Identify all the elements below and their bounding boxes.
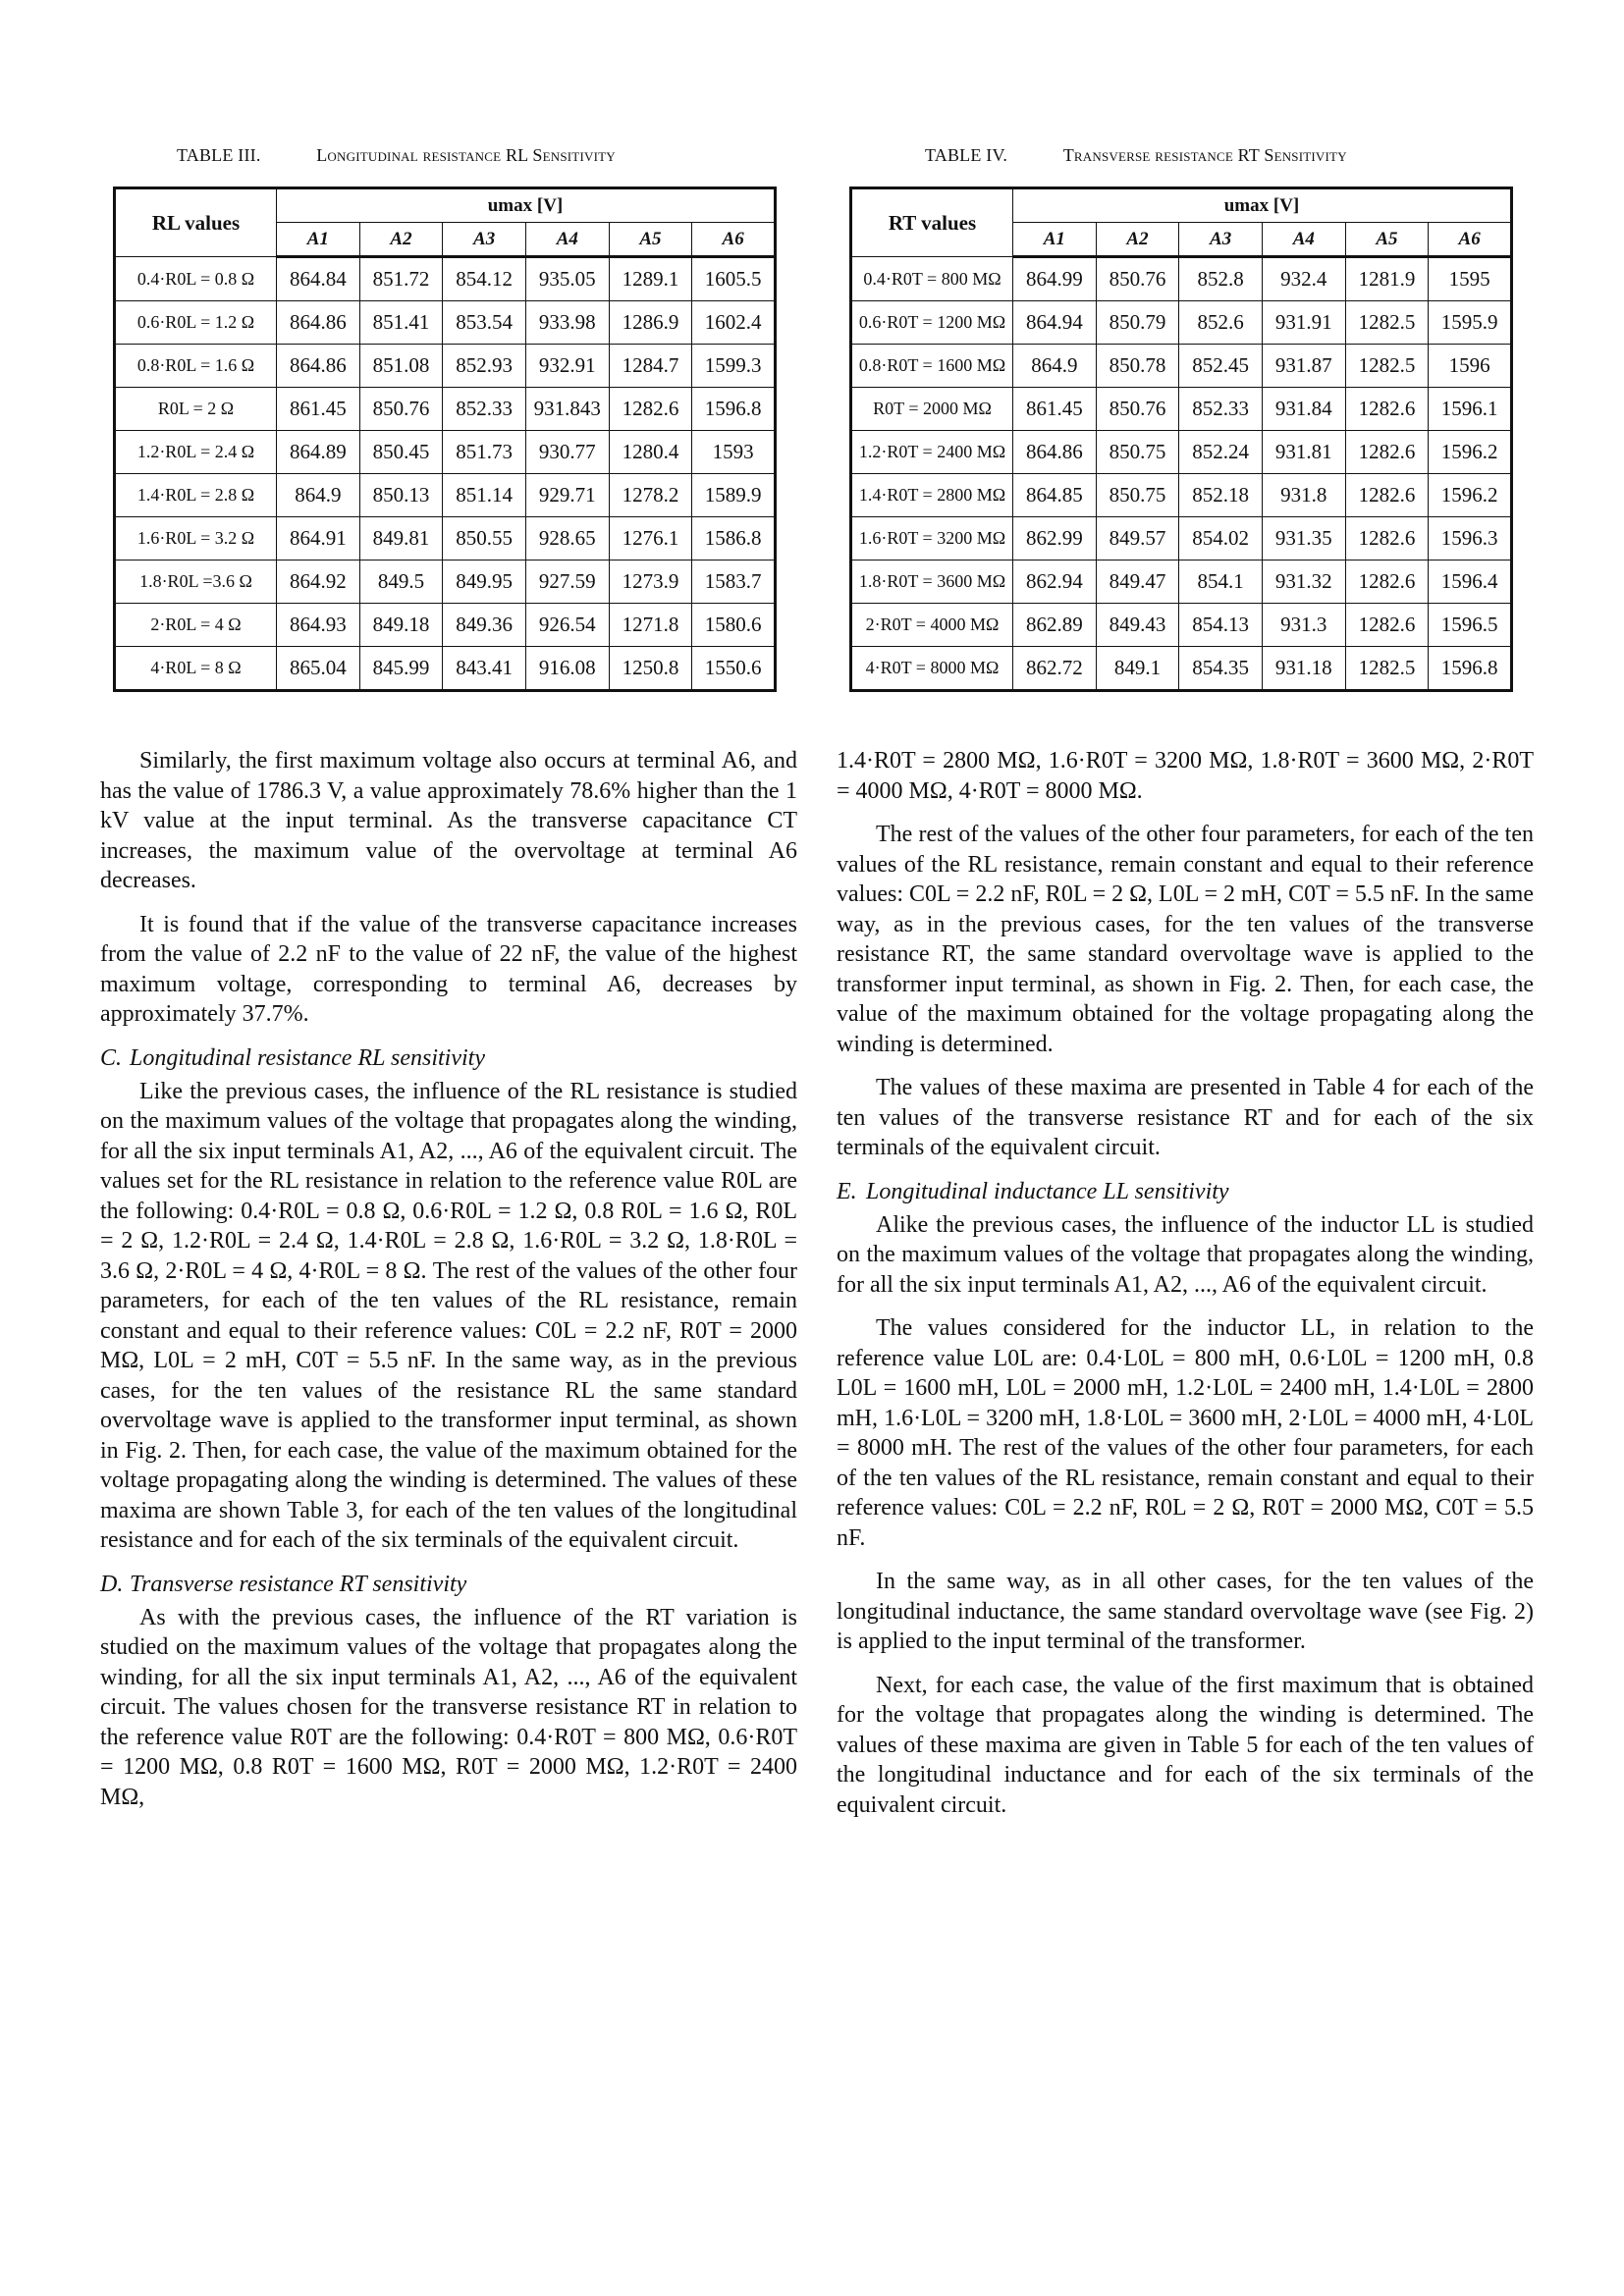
table-cell: 845.99 <box>359 647 443 691</box>
table-row <box>851 647 1512 691</box>
table-cell: 1282.5 <box>1345 647 1429 691</box>
table-cell: 1282.6 <box>609 388 692 431</box>
table-cell: 1271.8 <box>609 604 692 647</box>
row-label: 1.2·R0L = 2.4 Ω <box>115 431 277 474</box>
table-cell: 864.9 <box>1013 345 1097 388</box>
row-label: 1.4·R0L = 2.8 Ω <box>115 474 277 517</box>
table-row <box>115 257 776 301</box>
table-cell: 854.12 <box>443 257 526 301</box>
table-cell: 862.89 <box>1013 604 1097 647</box>
paragraph: Alike the previous cases, the influence of the inductor LL is studied on the maximum values of the voltage that propagates along the winding, for all the six input terminals A1, A2, ..., A6 of the equivalent circuit. <box>837 1211 1534 1298</box>
table-cell: 850.45 <box>359 431 443 474</box>
table3-row-header: RL values <box>115 188 277 257</box>
table-cell: 1282.5 <box>1345 301 1429 345</box>
table-cell: 850.55 <box>443 517 526 561</box>
table-cell: 852.33 <box>1179 388 1263 431</box>
table-cell: 854.1 <box>1179 561 1263 604</box>
row-label: 0.8·R0T = 1600 MΩ <box>851 345 1013 388</box>
row-label: 0.6·R0L = 1.2 Ω <box>115 301 277 345</box>
table-cell: 849.95 <box>443 561 526 604</box>
table-cell: 850.75 <box>1096 474 1179 517</box>
table-cell: 1596.3 <box>1429 517 1512 561</box>
table-cell: 864.89 <box>277 431 360 474</box>
table-cell: 862.94 <box>1013 561 1097 604</box>
table-cell: 849.5 <box>359 561 443 604</box>
table3 <box>113 187 777 692</box>
table-cell: 1596.2 <box>1429 431 1512 474</box>
table-cell: 850.79 <box>1096 301 1179 345</box>
table-cell: 931.8 <box>1262 474 1345 517</box>
section-heading-e: E. Longitudinal inductance LL sensitivity <box>837 1178 1229 1204</box>
table-cell: 1596.5 <box>1429 604 1512 647</box>
table-cell: 1282.6 <box>1345 431 1429 474</box>
column-header: A1 <box>277 223 360 257</box>
row-label: 4·R0T = 8000 MΩ <box>851 647 1013 691</box>
table4-title: Transverse resistance RT Sensitivity <box>1062 145 1347 165</box>
table-cell: 1596 <box>1429 345 1512 388</box>
table-cell: 931.32 <box>1262 561 1345 604</box>
table-cell: 1595.9 <box>1429 301 1512 345</box>
paragraph: Like the previous cases, the influence of the RL resistance is studied on the maximum values of the voltage that propagates along the winding, for all the six input terminals A1, A2, ..., A6 of the equivalent circuit. The values set for the RL resistance in relation to the reference value R0L are the following: 0.4·R0L = 0.8 Ω, 0.6·R0L = 1.2 Ω, 0.8 R0L = 1.6 Ω, R0L = 2 Ω, 1.2·R0L = 2.4 Ω, 1.4·R0L = 2.8 Ω, 1.6·R0L = 3.2 Ω, 1.8·R0L = 3.6 Ω, 2·R0L = 4 Ω, 4·R0L = 8 Ω. The rest of the values of the other four parameters, for each of the ten values of the RL resistance, remain constant and equal to their reference values: C0L = 2.2 nF, R0T = 2000 MΩ, L0L = 2 mH, C0T = 5.5 nF. In the same way, as in the previous cases, for the ten values of the resistance RL the same standard overvoltage wave is applied to the transformer input terminal, as shown in Fig. 2. Then, for each case, the value of the maximum obtained for the voltage propagating along the winding is determined. The values of these maxima are shown Table 3, for each of the ten values of the longitudinal resistance and for each of the six terminals of the equivalent circuit. <box>100 1078 797 1553</box>
table-cell: 849.1 <box>1096 647 1179 691</box>
paragraph: Similarly, the first maximum voltage also occurs at terminal A6, and has the value of 1786.3 V, a value approximately 78.6% higher than the 1 kV value at the input terminal. As the transverse capacitance CT increases, the maximum value of the overvoltage at terminal A6 decreases. <box>100 748 797 893</box>
table-cell: 931.3 <box>1262 604 1345 647</box>
table-cell: 851.14 <box>443 474 526 517</box>
table-cell: 864.94 <box>1013 301 1097 345</box>
column-header: A5 <box>1345 223 1429 257</box>
table-cell: 851.73 <box>443 431 526 474</box>
table-cell: 1593 <box>692 431 776 474</box>
table-row <box>115 388 776 431</box>
paragraph: Next, for each case, the value of the first maximum that is obtained for the voltage that propagates along the winding is determined. The values of these maxima are given in Table 5 for each of the ten values of the longitudinal inductance and for each of the six terminals of the equivalent circuit. <box>837 1672 1534 1818</box>
table-cell: 850.13 <box>359 474 443 517</box>
table-cell: 1586.8 <box>692 517 776 561</box>
row-label: 1.2·R0T = 2400 MΩ <box>851 431 1013 474</box>
table-cell: 864.84 <box>277 257 360 301</box>
row-label: 1.8·R0T = 3600 MΩ <box>851 561 1013 604</box>
row-label: 2·R0L = 4 Ω <box>115 604 277 647</box>
table-cell: 849.36 <box>443 604 526 647</box>
table-row <box>115 431 776 474</box>
table-row <box>115 561 776 604</box>
paragraph: The values considered for the inductor LL, in relation to the reference value L0L are: 0.4·L0L = 800 mH, 0.6·L0L = 1200 mH, 0.8 L0L = 1600 mH, L0L = 2000 mH, 1.2·L0L = 2400 mH, 1.4·L0L = 2800 mH, 1.6·L0L = 3200 mH, 1.8·L0L = 3600 mH, 2·L0L = 4000 mH, 4·L0L = 8000 mH. The rest of the values of the other four parameters, for each of the ten values of the RL resistance, remain constant and equal to their reference values: C0L = 2.2 nF, R0L = 2 Ω, R0T = 2000 MΩ, C0T = 5.5 nF. <box>837 1315 1534 1551</box>
table-cell: 864.91 <box>277 517 360 561</box>
row-label: 0.6·R0T = 1200 MΩ <box>851 301 1013 345</box>
column-header: A3 <box>443 223 526 257</box>
table-cell: 850.78 <box>1096 345 1179 388</box>
table-cell: 1282.6 <box>1345 388 1429 431</box>
table4-group-header: umax [V] <box>1013 188 1512 223</box>
table-cell: 864.9 <box>277 474 360 517</box>
table-row <box>851 257 1512 301</box>
table-row <box>851 301 1512 345</box>
table-cell: 852.18 <box>1179 474 1263 517</box>
table-row <box>115 604 776 647</box>
table3-group-header: umax [V] <box>277 188 776 223</box>
table-cell: 852.45 <box>1179 345 1263 388</box>
table-cell: 852.6 <box>1179 301 1263 345</box>
table-cell: 1278.2 <box>609 474 692 517</box>
row-label: 1.6·R0L = 3.2 Ω <box>115 517 277 561</box>
table-cell: 851.72 <box>359 257 443 301</box>
left-column <box>100 746 797 1826</box>
table-cell: 864.86 <box>1013 431 1097 474</box>
table-row <box>115 345 776 388</box>
table-row <box>115 474 776 517</box>
table-cell: 1282.6 <box>1345 474 1429 517</box>
table-cell: 1250.8 <box>609 647 692 691</box>
table-cell: 930.77 <box>525 431 609 474</box>
table-cell: 1589.9 <box>692 474 776 517</box>
table-cell: 849.57 <box>1096 517 1179 561</box>
table-cell: 933.98 <box>525 301 609 345</box>
table-row <box>851 431 1512 474</box>
table4 <box>849 187 1513 692</box>
table-cell: 854.13 <box>1179 604 1263 647</box>
column-header: A3 <box>1179 223 1263 257</box>
table4-row-header: RT values <box>851 188 1013 257</box>
table-cell: 1596.2 <box>1429 474 1512 517</box>
table-cell: 849.18 <box>359 604 443 647</box>
paragraph: 1.4·R0T = 2800 MΩ, 1.6·R0T = 3200 MΩ, 1.8·R0T = 3600 MΩ, 2·R0T = 4000 MΩ, 4·R0T = 8000 MΩ. <box>837 748 1534 804</box>
table-cell: 1596.1 <box>1429 388 1512 431</box>
table-cell: 1580.6 <box>692 604 776 647</box>
column-header: A4 <box>525 223 609 257</box>
table-cell: 854.02 <box>1179 517 1263 561</box>
section-heading-c: C. Longitudinal resistance RL sensitivity <box>100 1044 485 1071</box>
table-row <box>851 388 1512 431</box>
table-cell: 852.93 <box>443 345 526 388</box>
paragraph: In the same way, as in all other cases, for the ten values of the longitudinal inductance, the same standard overvoltage wave (see Fig. 2) is applied to the input terminal of the transformer. <box>837 1569 1534 1654</box>
row-label: 2·R0T = 4000 MΩ <box>851 604 1013 647</box>
table-cell: 935.05 <box>525 257 609 301</box>
column-header: A2 <box>359 223 443 257</box>
table-cell: 852.24 <box>1179 431 1263 474</box>
table-cell: 850.76 <box>359 388 443 431</box>
table-cell: 926.54 <box>525 604 609 647</box>
table-row <box>115 647 776 691</box>
table-cell: 1599.3 <box>692 345 776 388</box>
table3-caption <box>177 145 616 166</box>
table-cell: 854.35 <box>1179 647 1263 691</box>
table-cell: 931.18 <box>1262 647 1345 691</box>
table-cell: 1550.6 <box>692 647 776 691</box>
table-row <box>851 604 1512 647</box>
table-cell: 862.99 <box>1013 517 1097 561</box>
column-header: A2 <box>1096 223 1179 257</box>
row-label: 1.6·R0T = 3200 MΩ <box>851 517 1013 561</box>
table-cell: 1280.4 <box>609 431 692 474</box>
table4-number: TABLE IV. <box>925 145 1008 165</box>
table-cell: 852.33 <box>443 388 526 431</box>
table-row <box>851 517 1512 561</box>
table-cell: 861.45 <box>277 388 360 431</box>
column-header: A6 <box>692 223 776 257</box>
paragraph: It is found that if the value of the transverse capacitance increases from the value of 2.2 nF to the value of 22 nF, the value of the highest maximum voltage, corresponding to terminal A6, decreases by approximately 37.7%. <box>100 911 797 1027</box>
table-cell: 1284.7 <box>609 345 692 388</box>
row-label: 0.8·R0L = 1.6 Ω <box>115 345 277 388</box>
table-cell: 850.76 <box>1096 388 1179 431</box>
column-header: A1 <box>1013 223 1097 257</box>
row-label: R0L = 2 Ω <box>115 388 277 431</box>
table-cell: 864.99 <box>1013 257 1097 301</box>
table-cell: 1596.8 <box>692 388 776 431</box>
table-cell: 932.4 <box>1262 257 1345 301</box>
table-cell: 931.84 <box>1262 388 1345 431</box>
table-cell: 931.81 <box>1262 431 1345 474</box>
right-column <box>837 746 1534 1834</box>
table-cell: 864.86 <box>277 345 360 388</box>
table-cell: 1605.5 <box>692 257 776 301</box>
table-row <box>851 561 1512 604</box>
table-cell: 1273.9 <box>609 561 692 604</box>
row-label: R0T = 2000 MΩ <box>851 388 1013 431</box>
table-cell: 931.35 <box>1262 517 1345 561</box>
table-cell: 851.08 <box>359 345 443 388</box>
table-cell: 1596.4 <box>1429 561 1512 604</box>
table-cell: 931.91 <box>1262 301 1345 345</box>
paragraph: The values of these maxima are presented in Table 4 for each of the ten values of the transverse resistance RT and for each of the six terminals of the equivalent circuit. <box>837 1075 1534 1160</box>
table-cell: 916.08 <box>525 647 609 691</box>
row-label: 1.4·R0T = 2800 MΩ <box>851 474 1013 517</box>
table-cell: 1282.6 <box>1345 561 1429 604</box>
table-cell: 931.843 <box>525 388 609 431</box>
table-cell: 1281.9 <box>1345 257 1429 301</box>
table-cell: 1282.6 <box>1345 604 1429 647</box>
table-cell: 1583.7 <box>692 561 776 604</box>
table-cell: 1595 <box>1429 257 1512 301</box>
table-cell: 932.91 <box>525 345 609 388</box>
table-cell: 850.75 <box>1096 431 1179 474</box>
row-label: 4·R0L = 8 Ω <box>115 647 277 691</box>
table-cell: 853.54 <box>443 301 526 345</box>
table-cell: 864.93 <box>277 604 360 647</box>
table-cell: 1282.5 <box>1345 345 1429 388</box>
column-header: A4 <box>1262 223 1345 257</box>
table-cell: 1282.6 <box>1345 517 1429 561</box>
table-cell: 849.43 <box>1096 604 1179 647</box>
row-label: 0.4·R0T = 800 MΩ <box>851 257 1013 301</box>
row-label: 1.8·R0L =3.6 Ω <box>115 561 277 604</box>
table-cell: 864.85 <box>1013 474 1097 517</box>
table-cell: 850.76 <box>1096 257 1179 301</box>
table-cell: 931.87 <box>1262 345 1345 388</box>
paragraph: As with the previous cases, the influence of the RT variation is studied on the maximum values of the voltage that propagates along the winding, for all the six input terminals A1, A2, ..., A6 of the equivalent circuit. The values chosen for the transverse resistance RT in relation to the reference value R0T are the following: 0.4·R0T = 800 MΩ, 0.6·R0T = 1200 MΩ, 0.8 R0T = 1600 MΩ, R0T = 2000 MΩ, 1.2·R0T = 2400 MΩ, <box>100 1604 797 1810</box>
row-label: 0.4·R0L = 0.8 Ω <box>115 257 277 301</box>
table-cell: 851.41 <box>359 301 443 345</box>
table-cell: 1596.8 <box>1429 647 1512 691</box>
table-cell: 852.8 <box>1179 257 1263 301</box>
table-cell: 1289.1 <box>609 257 692 301</box>
table4-caption <box>925 145 1347 166</box>
table-cell: 1602.4 <box>692 301 776 345</box>
table-cell: 864.86 <box>277 301 360 345</box>
table-cell: 862.72 <box>1013 647 1097 691</box>
table-row <box>115 517 776 561</box>
paragraph: The rest of the values of the other four parameters, for each of the ten values of the RL resistance, remain constant and equal to their reference values: C0L = 2.2 nF, R0L = 2 Ω, L0L = 2 mH, C0T = 5.5 nF. In the same way, as in the previous cases, for the ten values of the transverse resistance RT, the same standard overvoltage wave is applied to the transformer input terminal, as shown in Fig. 2. Then, for each case, the value of the maximum obtained for the voltage propagating along the winding is determined. <box>837 822 1534 1057</box>
table-row <box>851 474 1512 517</box>
table-cell: 928.65 <box>525 517 609 561</box>
section-heading-d: D. Transverse resistance RT sensitivity <box>100 1571 467 1597</box>
table-cell: 864.92 <box>277 561 360 604</box>
table-cell: 849.81 <box>359 517 443 561</box>
table-cell: 1286.9 <box>609 301 692 345</box>
table-cell: 927.59 <box>525 561 609 604</box>
table-cell: 843.41 <box>443 647 526 691</box>
table3-title: Longitudinal resistance RL Sensitivity <box>316 145 616 165</box>
column-header: A5 <box>609 223 692 257</box>
column-header: A6 <box>1429 223 1512 257</box>
table-cell: 865.04 <box>277 647 360 691</box>
table-row <box>115 301 776 345</box>
table3-number: TABLE III. <box>177 145 261 165</box>
table-row <box>851 345 1512 388</box>
table-cell: 861.45 <box>1013 388 1097 431</box>
table-cell: 849.47 <box>1096 561 1179 604</box>
table-cell: 1276.1 <box>609 517 692 561</box>
table-cell: 929.71 <box>525 474 609 517</box>
